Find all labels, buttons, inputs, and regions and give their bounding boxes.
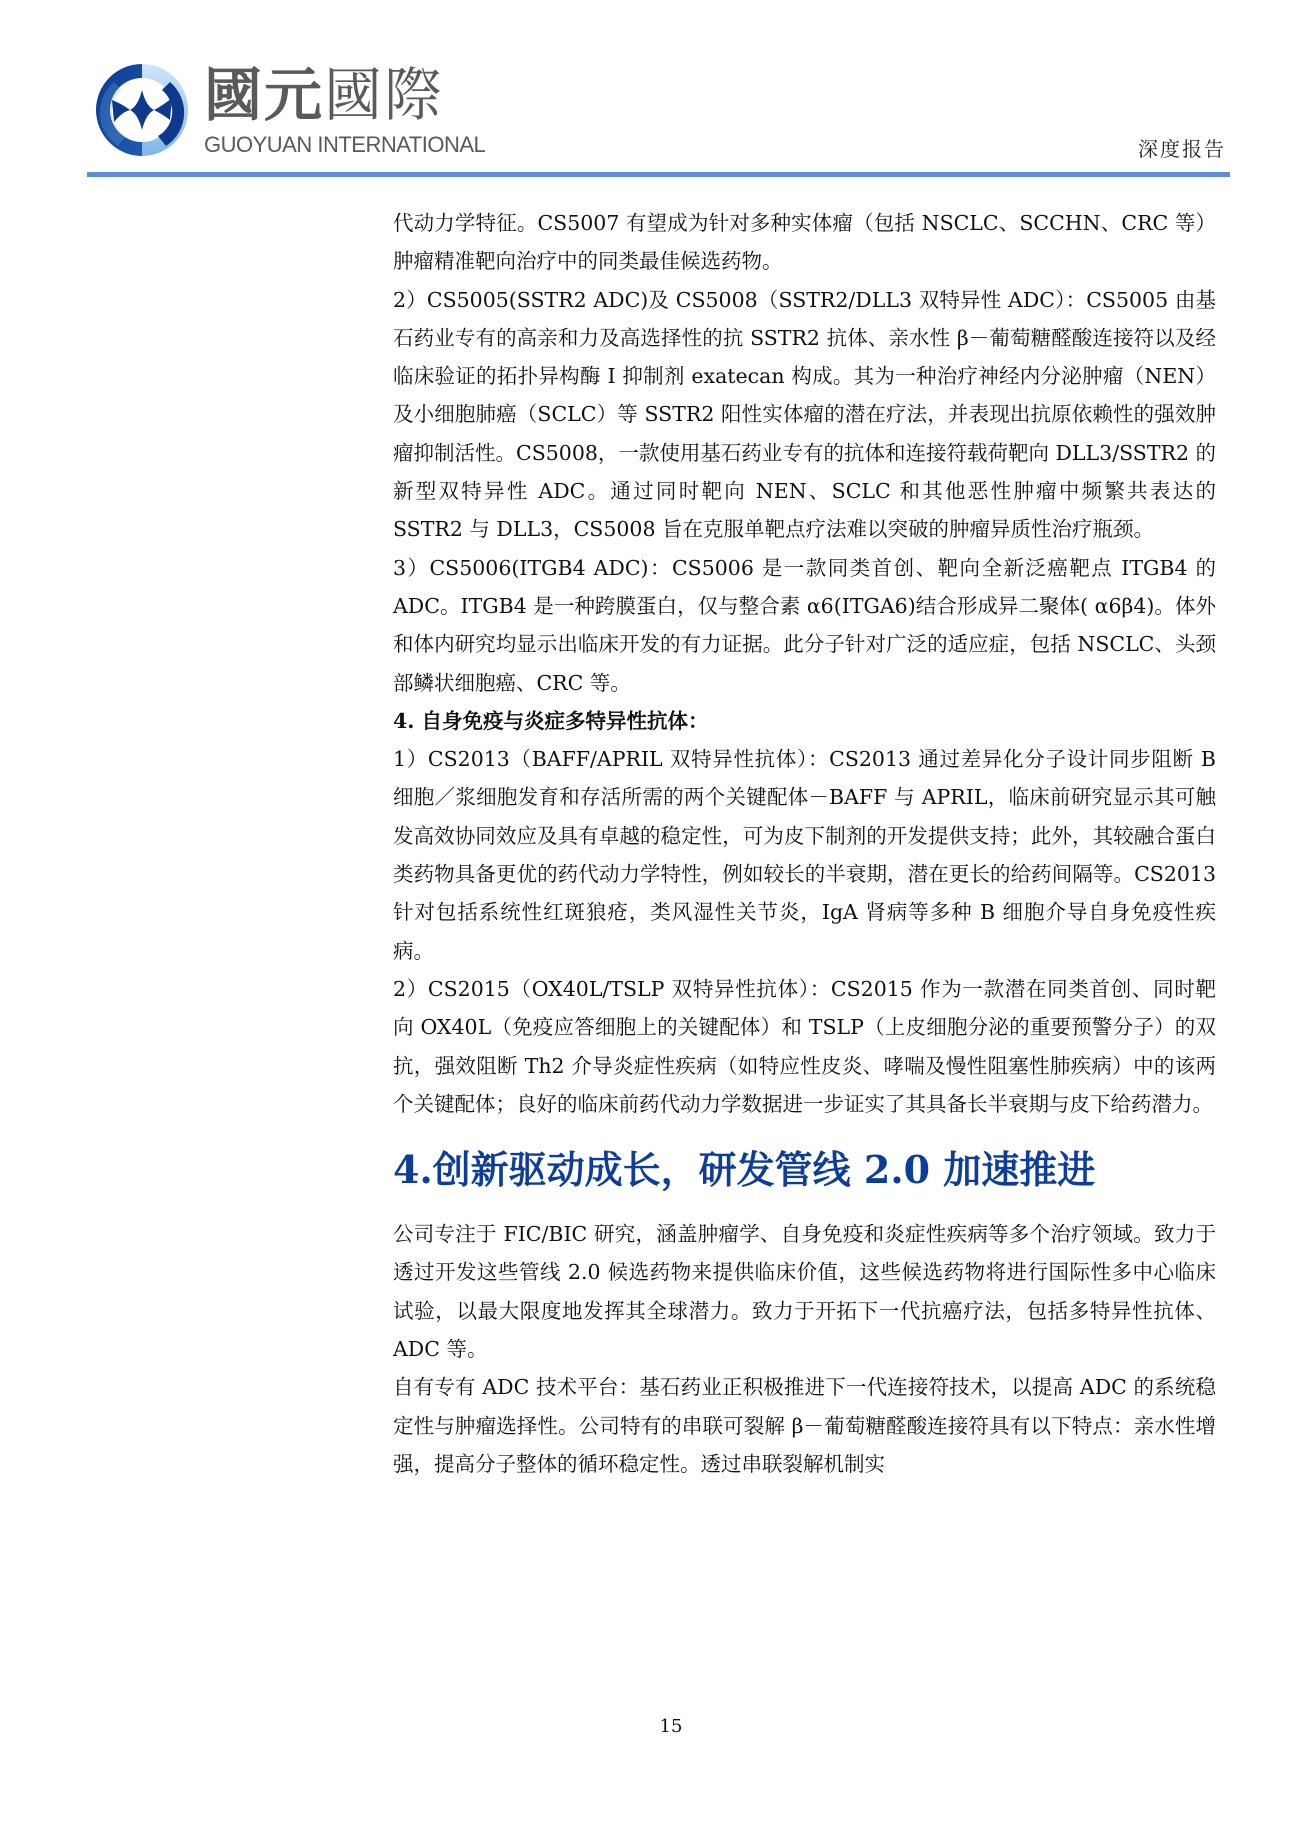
logo-cn-bold: 國元 xyxy=(204,61,325,129)
logo-cn-light: 國際 xyxy=(324,61,445,129)
paragraph-cs5006: 3）CS5006(ITGB4 ADC)：CS5006 是一款同类首创、靶向全新泛癌靶点 ITGB4 的 ADC。ITGB4 是一种跨膜蛋白，仅与整合素 α6(ITGA6)结合形成异二聚体( α6β4)。体外和体内研究均显示出临床开发的有力证据。此分子针对广泛的适应症，包括 NSCLC、头颈部鳞状细胞癌、CRC 等。 xyxy=(393,555,1216,695)
company-logo xyxy=(92,60,492,160)
section-heading: 4.创新驱动成长，研发管线 2.0 加速推进 xyxy=(393,1147,1096,1193)
paragraph-cs2015: 2）CS2015（OX40L/TSLP 双特异性抗体）：CS2015 作为一款潜在同类首创、同时靶向 OX40L（免疫应答细胞上的关键配体）和 TSLP（上皮细胞分泌的重要预警分子）的双抗，强效阻断 Th2 介导炎症性疾病（如特应性皮炎、哮喘及慢性阻塞性肺疾病）中的该两个关键配体；良好的临床前药代动力学数据进一步证实了其具备长半衰期与皮下给药潜力。 xyxy=(393,976,1216,1116)
logo-chinese-name xyxy=(204,60,444,130)
paragraph-adc-platform: 自有专有 ADC 技术平台：基石药业正积极推进下一代连接符技术，以提高 ADC 的系统稳定性与肿瘤选择性。公司特有的串联可裂解 β－葡萄糖醛酸连接符具有以下特点：亲水性增强，提高分子整体的循环稳定性。透过串联裂解机制实 xyxy=(393,1375,1216,1476)
page-header xyxy=(0,0,1306,180)
paragraph-pipeline-overview: 公司专注于 FIC/BIC 研究，涵盖肿瘤学、自身免疫和炎症性疾病等多个治疗领域。致力于透过开发这些管线 2.0 候选药物来提供临床价值，这些候选药物将进行国际性多中心临床试验，以最大限度地发挥其全球潜力。致力于开拓下一代抗癌疗法，包括多特异性抗体、ADC 等。 xyxy=(393,1222,1216,1362)
page-number: 15 xyxy=(659,1716,683,1737)
main-content xyxy=(393,204,1216,1483)
sub-heading-autoimmune: 4. 自身免疫与炎症多特异性抗体： xyxy=(393,708,709,733)
guoyuan-logo-icon xyxy=(92,60,192,160)
paragraph-cs5007-summary: 代动力学特征。CS5007 有望成为针对多种实体瘤（包括 NSCLC、SCCHN、CRC 等）肿瘤精准靶向治疗中的同类最佳候选药物。 xyxy=(393,211,1216,274)
logo-english-name: GUOYUAN INTERNATIONAL xyxy=(204,132,486,157)
paragraph-cs2013: 1）CS2013（BAFF/APRIL 双特异性抗体）：CS2013 通过差异化分子设计同步阻断 B 细胞／浆细胞发育和存活所需的两个关键配体－BAFF 与 APRIL，临床前研究显示其可触发高效协同效应及具有卓越的稳定性，可为皮下制剂的开发提供支持；此外，其较融合蛋白类药物具备更优的药代动力学特性，例如较长的半衰期，潜在更长的给药间隔等。CS2013 针对包括系统性红斑狼疮，类风湿性关节炎，IgA 肾病等多种 B 细胞介导自身免疫性疾病。 xyxy=(393,747,1216,963)
header-divider xyxy=(87,172,1230,177)
paragraph-cs5005-cs5008: 2）CS5005(SSTR2 ADC)及 CS5008（SSTR2/DLL3 双特异性 ADC）：CS5005 由基石药业专有的高亲和力及高选择性的抗 SSTR2 抗体、亲水性 β－葡萄糖醛酸连接符以及经临床验证的拓扑异构酶 I 抑制剂 exatecan 构成。其为一种治疗神经内分泌肿瘤（NEN）及小细胞肺癌（SCLC）等 SSTR2 阳性实体瘤的潜在疗法，并表现出抗原依赖性的强效肿瘤抑制活性。CS5008，一款使用基石药业专有的抗体和连接符载荷靶向 DLL3/SSTR2 的新型双特异性 ADC。通过同时靶向 NEN、SCLC 和其他恶性肿瘤中频繁共表达的 SSTR2 与 DLL3，CS5008 旨在克服单靶点疗法难以突破的肿瘤异质性治疗瓶颈。 xyxy=(393,287,1216,542)
report-type-label: 深度报告 xyxy=(1138,137,1226,161)
